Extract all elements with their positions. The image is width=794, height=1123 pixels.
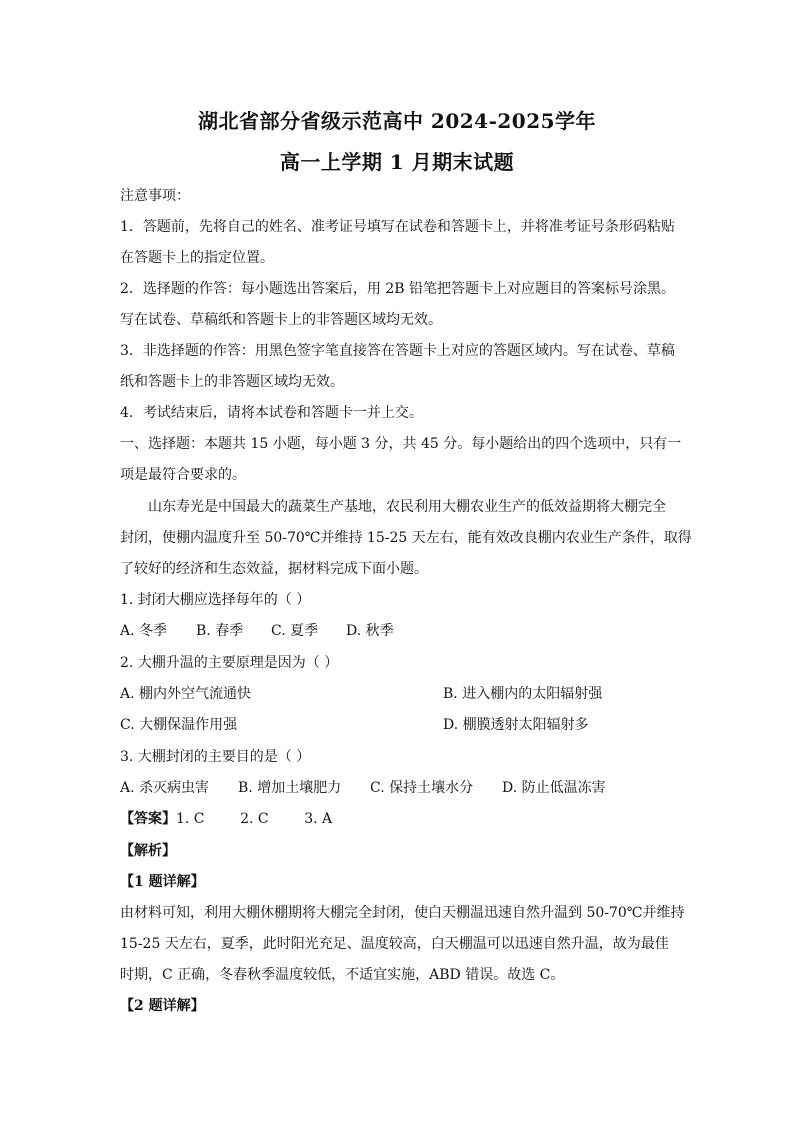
answer-label: 【答案】 bbox=[120, 811, 176, 827]
question-2-stem: 2. 大棚升温的主要原理是因为（ ） bbox=[120, 655, 339, 671]
notice-item: 写在试卷、草稿纸和答题卡上的非答题区域均无效。 bbox=[120, 312, 442, 328]
answer-block bbox=[120, 809, 332, 829]
q1-analysis-label: 【1 题详解】 bbox=[120, 874, 205, 890]
notice-heading: 注意事项： bbox=[120, 188, 190, 204]
q1-analysis-text: 15-25 天左右，夏季，此时阳光充足、温度较高，白天棚温可以迅速自然升温，故为最佳 bbox=[120, 936, 669, 952]
answer-text: 1. C 2. C 3. A bbox=[176, 811, 333, 827]
notice-item: 2．选择题的作答：每小题选出答案后，用 2B 铅笔把答题卡上对应题目的答案标号涂黑。 bbox=[120, 281, 676, 297]
notice-item: 纸和答题卡上的非答题区域均无效。 bbox=[120, 374, 344, 390]
notice-item: 4．考试结束后，请将本试卷和答题卡一并上交。 bbox=[120, 405, 423, 421]
notice-item: 3．非选择题的作答：用黑色签字笔直接答在答题卡上对应的答题区域内。写在试卷、草稿 bbox=[120, 343, 675, 359]
q2-option-d: D. 棚膜透射太阳辐射多 bbox=[443, 717, 589, 733]
q3-option-d: D. 防止低温冻害 bbox=[502, 780, 606, 796]
material-text: 山东寿光是中国最大的蔬菜生产基地，农民利用大棚农业生产的低效益期将大棚完全 bbox=[148, 499, 666, 515]
q1-option-d: D. 秋季 bbox=[346, 623, 394, 639]
material-text: 了较好的经济和生态效益，据材料完成下面小题。 bbox=[120, 561, 428, 577]
section-heading-cont: 项是最符合要求的。 bbox=[120, 467, 246, 483]
q3-option-b: B. 增加土壤肥力 bbox=[238, 780, 342, 796]
exam-subtitle: 高一上学期 1 月期末试题 bbox=[279, 150, 515, 174]
q1-option-b: B. 春季 bbox=[196, 623, 244, 639]
question-3-stem: 3. 大棚封闭的主要目的是（ ） bbox=[120, 749, 311, 765]
section-heading: 一、选择题：本题共 15 小题，每小题 3 分，共 45 分。每小题给出的四个选项中，只有一 bbox=[120, 436, 682, 452]
analysis-label: 【解析】 bbox=[120, 843, 176, 859]
exam-title: 湖北省部分省级示范高中 2024-2025学年 bbox=[197, 109, 597, 133]
notice-item: 1．答题前，先将自己的姓名、准考证号填写在试卷和答题卡上，并将准考证号条形码粘贴 bbox=[120, 219, 675, 235]
q1-analysis-text: 时期，C 正确，冬春秋季温度较低，不适宜实施，ABD 错误。故选 C。 bbox=[120, 967, 565, 983]
notice-item: 在答题卡上的指定位置。 bbox=[120, 250, 274, 266]
q3-option-c: C. 保持土壤水分 bbox=[370, 780, 474, 796]
q2-option-c: C. 大棚保温作用强 bbox=[120, 717, 238, 733]
q1-option-a: A. 冬季 bbox=[120, 623, 168, 639]
q1-option-c: C. 夏季 bbox=[271, 623, 319, 639]
q3-option-a: A. 杀灭病虫害 bbox=[120, 780, 210, 796]
material-text: 封闭，使棚内温度升至 50-70℃并维持 15-25 天左右，能有效改良棚内农业生产条件，取得 bbox=[120, 530, 692, 546]
q2-option-b: B. 进入棚内的太阳辐射强 bbox=[443, 686, 603, 702]
question-1-stem: 1. 封闭大棚应选择每年的（ ） bbox=[120, 592, 311, 608]
q1-analysis-text: 由材料可知，利用大棚休棚期将大棚完全封闭，使白天棚温迅速自然升温到 50-70℃并维持 bbox=[120, 905, 685, 921]
q2-analysis-label: 【2 题详解】 bbox=[120, 998, 205, 1014]
q2-option-a: A. 棚内外空气流通快 bbox=[120, 686, 252, 702]
